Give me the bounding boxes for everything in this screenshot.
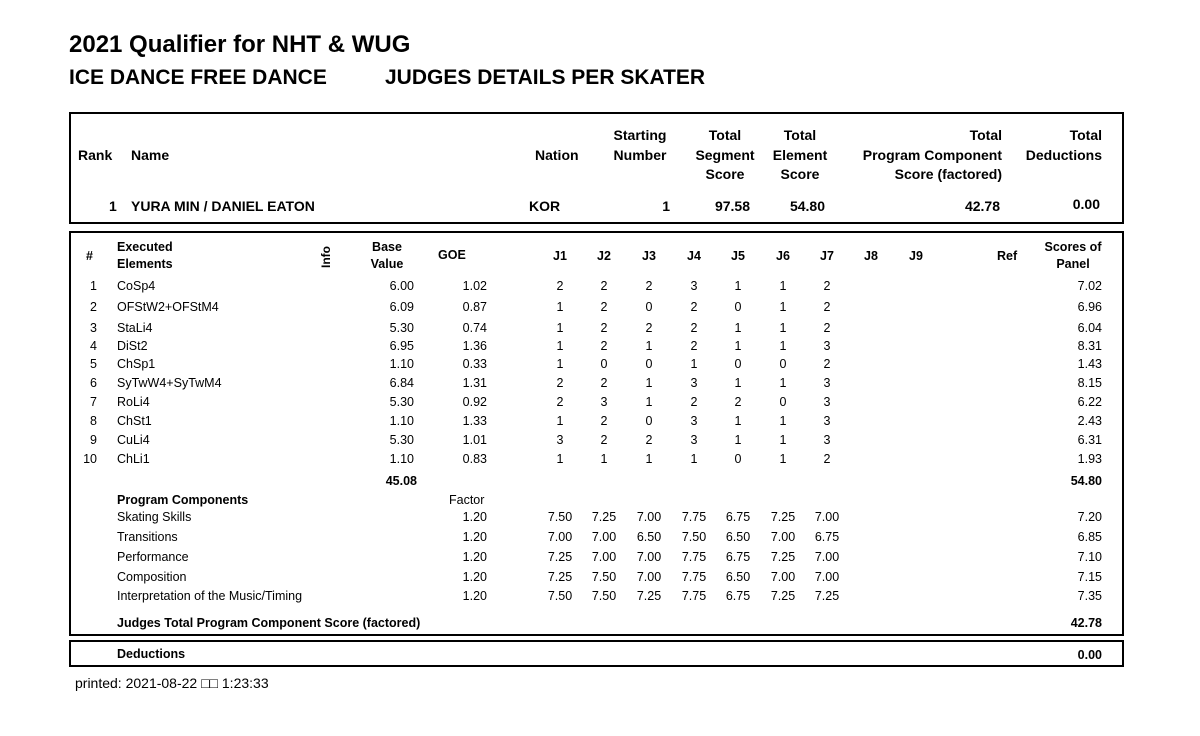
judge-header: J1	[553, 249, 567, 263]
component-panel-score: 7.35	[1077, 589, 1102, 603]
rank-header: Rank	[78, 147, 113, 163]
judge-component-mark: 6.75	[725, 510, 751, 524]
judge-goe: 3	[823, 339, 831, 353]
judge-header: J7	[820, 249, 834, 263]
judge-goe: 2	[823, 300, 831, 314]
judge-goe: 2	[690, 395, 698, 409]
component-factor: 1.20	[462, 589, 487, 603]
element-panel-score: 7.02	[1077, 279, 1102, 293]
judge-component-mark: 7.50	[547, 589, 573, 603]
executed-elements-header: Executed Elements	[117, 240, 173, 271]
judge-goe: 1	[645, 376, 653, 390]
judge-goe: 1	[734, 414, 742, 428]
judge-component-mark: 7.00	[770, 570, 796, 584]
component-factor: 1.20	[462, 550, 487, 564]
base-value-total: 45.08	[385, 474, 417, 488]
component-factor: 1.20	[462, 530, 487, 544]
element-goe: 1.01	[462, 433, 487, 447]
skater-nation: KOR	[529, 198, 561, 214]
element-base-value: 5.30	[389, 321, 414, 335]
skater-tss: 97.58	[714, 198, 750, 214]
judge-goe: 2	[690, 321, 698, 335]
component-name: Interpretation of the Music/Timing	[117, 589, 303, 603]
judge-goe: 0	[645, 357, 653, 371]
element-code: RoLi4	[117, 395, 150, 409]
element-goe: 1.33	[462, 414, 487, 428]
judge-goe: 1	[556, 321, 564, 335]
info-header: Info	[319, 246, 333, 268]
judge-goe: 3	[600, 395, 608, 409]
judge-goe: 1	[779, 300, 787, 314]
element-goe: 0.87	[462, 300, 487, 314]
element-number: 10	[83, 452, 97, 466]
judge-goe: 2	[600, 321, 608, 335]
base-value-header: Base Value	[370, 240, 404, 271]
element-goe: 0.83	[462, 452, 487, 466]
judge-component-mark: 7.75	[681, 510, 707, 524]
judge-goe: 2	[600, 433, 608, 447]
judge-goe: 2	[556, 376, 564, 390]
judge-component-mark: 7.00	[636, 510, 662, 524]
judge-component-mark: 7.25	[814, 589, 840, 603]
element-code: StaLi4	[117, 321, 153, 335]
judge-component-mark: 7.00	[636, 550, 662, 564]
elements-score-total: 54.80	[1070, 474, 1102, 488]
judge-goe: 1	[556, 300, 564, 314]
element-panel-score: 6.31	[1077, 433, 1102, 447]
judge-header: J4	[687, 249, 701, 263]
element-number: 9	[90, 433, 97, 447]
judge-goe: 1	[556, 357, 564, 371]
judge-component-mark: 6.75	[725, 550, 751, 564]
element-base-value: 5.30	[389, 395, 414, 409]
judge-goe: 2	[823, 279, 831, 293]
element-goe: 0.74	[462, 321, 487, 335]
event-name: ICE DANCE FREE DANCE	[69, 66, 327, 89]
judge-goe: 2	[823, 357, 831, 371]
judge-goe: 1	[645, 395, 653, 409]
element-panel-score: 6.22	[1077, 395, 1102, 409]
element-number: 8	[90, 414, 97, 428]
element-code: ChSp1	[117, 357, 156, 371]
pcs-total-value: 42.78	[1070, 616, 1102, 630]
judge-header: J2	[597, 249, 611, 263]
starting-number-header: Starting Number	[613, 127, 667, 163]
judge-goe: 0	[734, 357, 742, 371]
component-panel-score: 7.10	[1077, 550, 1102, 564]
judge-goe: 3	[690, 414, 698, 428]
judge-goe: 0	[779, 357, 787, 371]
skater-name: YURA MIN / DANIEL EATON	[131, 198, 315, 214]
judge-header: J6	[776, 249, 790, 263]
scores-of-panel-header: Scores of Panel	[1044, 240, 1102, 271]
report-name: JUDGES DETAILS PER SKATER	[385, 66, 706, 89]
judge-header: J5	[731, 249, 745, 263]
judge-goe: 3	[823, 395, 831, 409]
judge-component-mark: 7.00	[636, 570, 662, 584]
judge-header: J8	[864, 249, 878, 263]
element-number: 7	[90, 395, 97, 409]
judge-goe: 1	[779, 376, 787, 390]
judge-goe: 2	[690, 339, 698, 353]
judge-goe: 2	[823, 321, 831, 335]
judge-component-mark: 7.50	[591, 570, 617, 584]
judge-goe: 1	[734, 321, 742, 335]
goe-header: GOE	[438, 248, 466, 262]
judge-goe: 1	[556, 339, 564, 353]
judge-component-mark: 7.25	[547, 570, 573, 584]
element-code: CuLi4	[117, 433, 150, 447]
component-name: Transitions	[117, 530, 178, 544]
judge-component-mark: 7.25	[770, 589, 796, 603]
element-code: SyTwW4+SyTwM4	[117, 376, 222, 390]
element-panel-score: 2.43	[1077, 414, 1102, 428]
judge-component-mark: 7.75	[681, 550, 707, 564]
judge-goe: 1	[690, 452, 698, 466]
judge-goe: 2	[645, 321, 653, 335]
component-name: Performance	[117, 550, 189, 564]
element-base-value: 5.30	[389, 433, 414, 447]
judge-goe: 2	[823, 452, 831, 466]
judge-goe: 2	[600, 300, 608, 314]
tes-header: Total Element Score	[772, 127, 828, 182]
judge-component-mark: 7.00	[814, 510, 840, 524]
name-header: Name	[131, 147, 170, 163]
factor-header: Factor	[449, 493, 485, 507]
element-panel-score: 8.31	[1077, 339, 1102, 353]
element-number-header: #	[86, 249, 93, 263]
judge-component-mark: 7.50	[681, 530, 707, 544]
deductions-value: 0.00	[1077, 648, 1102, 662]
judge-component-mark: 7.25	[636, 589, 662, 603]
judge-goe: 3	[690, 376, 698, 390]
judge-goe: 1	[734, 433, 742, 447]
judge-goe: 3	[823, 376, 831, 390]
element-base-value: 1.10	[389, 357, 414, 371]
ref-header: Ref	[997, 249, 1018, 263]
judge-component-mark: 6.75	[814, 530, 840, 544]
judge-component-mark: 7.25	[591, 510, 617, 524]
judge-goe: 2	[645, 279, 653, 293]
judge-goe: 1	[734, 279, 742, 293]
judge-goe: 1	[556, 414, 564, 428]
judge-goe: 1	[734, 376, 742, 390]
judge-component-mark: 7.75	[681, 589, 707, 603]
judge-goe: 0	[645, 300, 653, 314]
judge-component-mark: 6.50	[725, 530, 751, 544]
judge-goe: 2	[600, 279, 608, 293]
judge-goe: 3	[556, 433, 564, 447]
judge-goe: 1	[779, 321, 787, 335]
element-number: 2	[90, 300, 97, 314]
judge-goe: 3	[690, 279, 698, 293]
element-code: OFStW2+OFStM4	[117, 300, 219, 314]
judge-goe: 0	[734, 300, 742, 314]
skater-tes: 54.80	[789, 198, 825, 214]
deductions-header: Total Deductions	[1025, 127, 1102, 163]
judge-component-mark: 6.50	[725, 570, 751, 584]
judge-component-mark: 6.75	[725, 589, 751, 603]
judge-component-mark: 7.25	[770, 550, 796, 564]
skater-deductions: 0.00	[1072, 196, 1100, 212]
element-base-value: 6.00	[389, 279, 414, 293]
element-number: 1	[90, 279, 97, 293]
deductions-label: Deductions	[117, 647, 186, 661]
judge-goe: 1	[645, 339, 653, 353]
element-panel-score: 6.96	[1077, 300, 1102, 314]
judge-component-mark: 7.00	[547, 530, 573, 544]
judge-goe: 3	[823, 433, 831, 447]
judge-goe: 1	[779, 414, 787, 428]
judge-goe: 2	[645, 433, 653, 447]
judge-header: J3	[642, 249, 656, 263]
judge-goe: 0	[779, 395, 787, 409]
judge-goe: 2	[600, 339, 608, 353]
judge-goe: 2	[600, 376, 608, 390]
element-goe: 1.02	[462, 279, 487, 293]
printed-timestamp: printed: 2021-08-22 □□ 1:23:33	[75, 675, 269, 691]
judge-component-mark: 7.50	[591, 589, 617, 603]
judge-goe: 0	[645, 414, 653, 428]
judge-component-mark: 7.00	[770, 530, 796, 544]
element-goe: 0.33	[462, 357, 487, 371]
component-panel-score: 7.20	[1077, 510, 1102, 524]
judge-component-mark: 7.25	[547, 550, 573, 564]
element-code: DiSt2	[117, 339, 148, 353]
element-number: 6	[90, 376, 97, 390]
report-title: 2021 Qualifier for NHT & WUG	[69, 31, 411, 58]
judge-goe: 2	[600, 414, 608, 428]
element-goe: 1.36	[462, 339, 487, 353]
judge-component-mark: 7.50	[547, 510, 573, 524]
judge-goe: 2	[734, 395, 742, 409]
component-factor: 1.20	[462, 510, 487, 524]
element-number: 4	[90, 339, 97, 353]
skater-pcs: 42.78	[964, 198, 1000, 214]
component-name: Composition	[117, 570, 187, 584]
judge-component-mark: 7.75	[681, 570, 707, 584]
tss-header: Total Segment Score	[695, 127, 755, 182]
judge-goe: 0	[600, 357, 608, 371]
judge-component-mark: 6.50	[636, 530, 662, 544]
element-panel-score: 6.04	[1077, 321, 1102, 335]
judge-component-mark: 7.00	[814, 550, 840, 564]
judge-goe: 1	[556, 452, 564, 466]
skater-starting-number: 1	[662, 198, 670, 214]
element-number: 3	[90, 321, 97, 335]
nation-header: Nation	[535, 147, 579, 163]
judge-goe: 0	[734, 452, 742, 466]
judge-header: J9	[909, 249, 923, 263]
element-panel-score: 1.43	[1077, 357, 1102, 371]
judge-component-mark: 7.25	[770, 510, 796, 524]
judge-goe: 1	[645, 452, 653, 466]
component-panel-score: 6.85	[1077, 530, 1102, 544]
skater-rank: 1	[109, 198, 117, 214]
element-base-value: 6.95	[389, 339, 414, 353]
pcs-total-label: Judges Total Program Component Score (factored)	[117, 616, 421, 630]
deductions-box	[69, 640, 1124, 667]
judge-component-mark: 7.00	[591, 530, 617, 544]
element-code: ChSt1	[117, 414, 152, 428]
judge-goe: 3	[823, 414, 831, 428]
judge-component-mark: 7.00	[591, 550, 617, 564]
element-code: ChLi1	[117, 452, 150, 466]
element-panel-score: 8.15	[1077, 376, 1102, 390]
judge-goe: 1	[600, 452, 608, 466]
pcs-header: Total Program Component Score (factored)	[862, 127, 1002, 182]
element-base-value: 1.10	[389, 452, 414, 466]
judge-goe: 3	[690, 433, 698, 447]
judge-goe: 1	[734, 339, 742, 353]
element-goe: 1.31	[462, 376, 487, 390]
component-panel-score: 7.15	[1077, 570, 1102, 584]
judge-component-mark: 7.00	[814, 570, 840, 584]
element-goe: 0.92	[462, 395, 487, 409]
judge-goe: 2	[556, 395, 564, 409]
component-name: Skating Skills	[117, 510, 192, 524]
judge-goe: 1	[690, 357, 698, 371]
judge-goe: 2	[690, 300, 698, 314]
element-base-value: 1.10	[389, 414, 414, 428]
judge-goe: 1	[779, 452, 787, 466]
element-panel-score: 1.93	[1077, 452, 1102, 466]
element-base-value: 6.09	[389, 300, 414, 314]
program-components-heading: Program Components	[117, 493, 249, 507]
judge-goe: 1	[779, 279, 787, 293]
judge-goe: 1	[779, 433, 787, 447]
element-code: CoSp4	[117, 279, 156, 293]
element-base-value: 6.84	[389, 376, 414, 390]
component-factor: 1.20	[462, 570, 487, 584]
element-number: 5	[90, 357, 97, 371]
judge-goe: 2	[556, 279, 564, 293]
judge-goe: 1	[779, 339, 787, 353]
